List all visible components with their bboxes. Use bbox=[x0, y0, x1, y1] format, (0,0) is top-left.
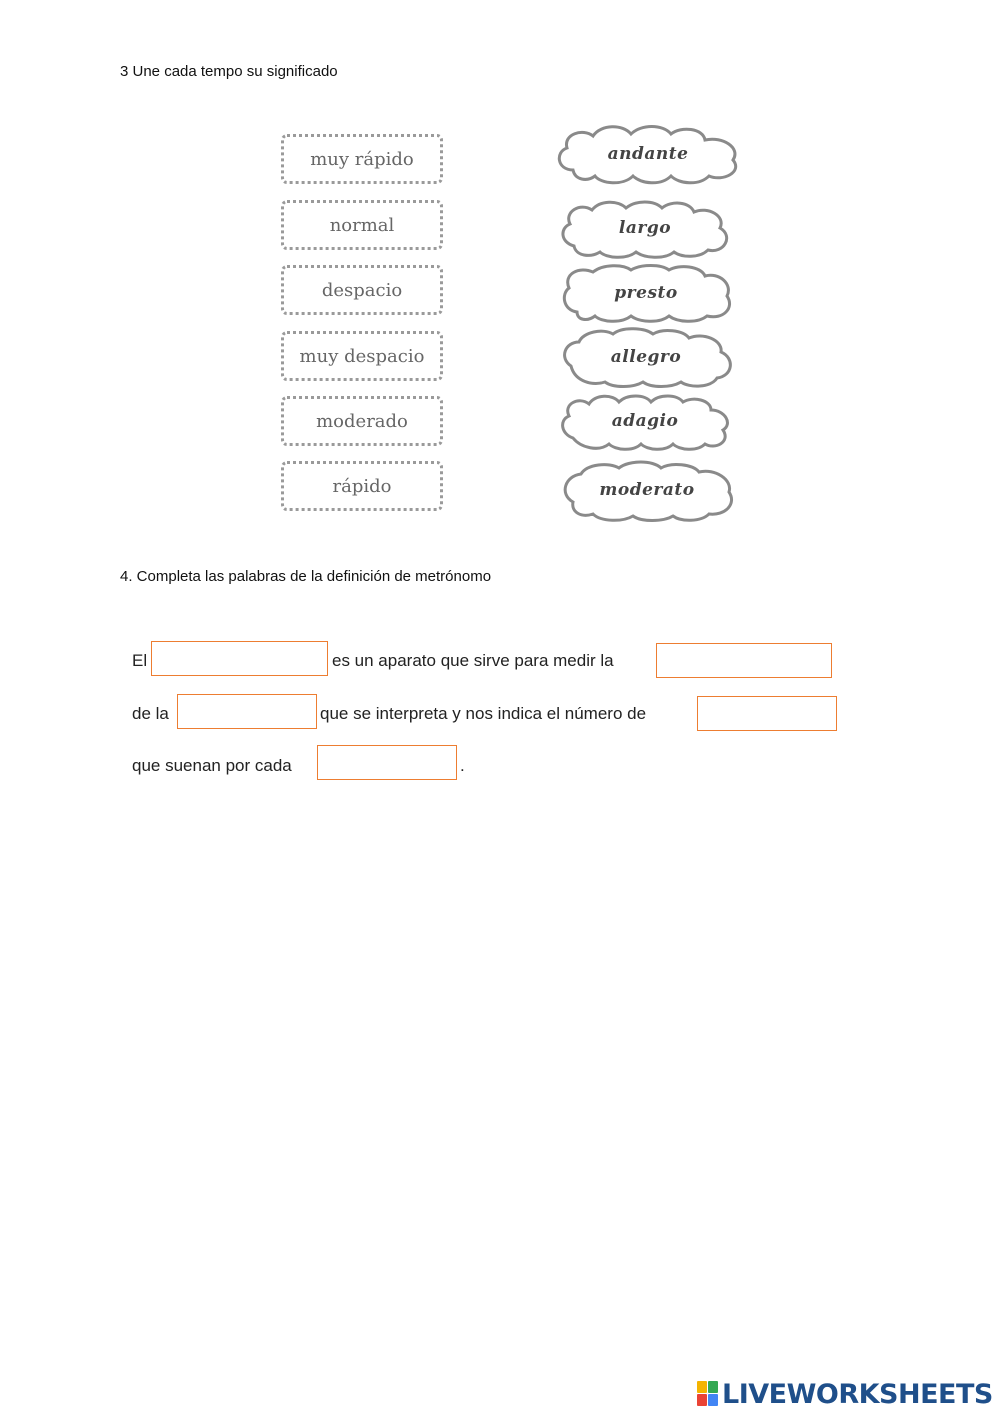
tempo-cloud[interactable] bbox=[553, 122, 743, 186]
tempo-label: moderato bbox=[599, 480, 695, 500]
tempo-cloud[interactable] bbox=[557, 326, 735, 388]
sentence-text: que suenan por cada bbox=[132, 756, 292, 775]
answer-blank-3[interactable] bbox=[177, 694, 317, 729]
tempo-cloud[interactable] bbox=[557, 390, 733, 452]
meaning-box[interactable]: rápido bbox=[281, 461, 443, 511]
tempo-label: allegro bbox=[610, 347, 682, 367]
meaning-box[interactable]: muy despacio bbox=[281, 331, 443, 381]
answer-blank-5[interactable] bbox=[317, 745, 457, 780]
tempo-label: adagio bbox=[611, 411, 679, 431]
answer-input[interactable] bbox=[178, 695, 316, 728]
answer-blank-4[interactable] bbox=[697, 696, 837, 731]
answer-input[interactable] bbox=[657, 644, 831, 677]
liveworksheets-logo bbox=[697, 1380, 993, 1408]
tempo-cloud[interactable] bbox=[557, 262, 735, 324]
meaning-box[interactable]: despacio bbox=[281, 265, 443, 315]
tempo-cloud[interactable] bbox=[556, 196, 734, 260]
meaning-box[interactable]: normal bbox=[281, 200, 443, 250]
answer-blank-2[interactable] bbox=[656, 643, 832, 678]
answer-input[interactable] bbox=[698, 697, 836, 730]
logo-text: LIVEWORKSHEETS bbox=[722, 1378, 993, 1410]
tempo-label: largo bbox=[618, 218, 672, 238]
sentence-text: . bbox=[460, 756, 465, 775]
answer-blank-1[interactable] bbox=[151, 641, 328, 676]
question-3-title: 3 Une cada tempo su significado bbox=[120, 63, 338, 80]
question-4-title: 4. Completa las palabras de la definición de metrónomo bbox=[120, 568, 492, 585]
answer-input[interactable] bbox=[152, 642, 327, 675]
sentence-text: que se interpreta y nos indica el número de bbox=[320, 704, 647, 723]
logo-icon bbox=[697, 1381, 719, 1407]
tempo-label: presto bbox=[614, 283, 678, 303]
sentence-text: de la bbox=[132, 704, 169, 723]
sentence-text: es un aparato que sirve para medir la bbox=[332, 651, 614, 670]
tempo-label: andante bbox=[607, 144, 689, 164]
tempo-cloud[interactable] bbox=[557, 458, 737, 522]
meaning-box[interactable]: muy rápido bbox=[281, 134, 443, 184]
sentence-text: El bbox=[132, 651, 148, 670]
meaning-box[interactable]: moderado bbox=[281, 396, 443, 446]
answer-input[interactable] bbox=[318, 746, 456, 779]
